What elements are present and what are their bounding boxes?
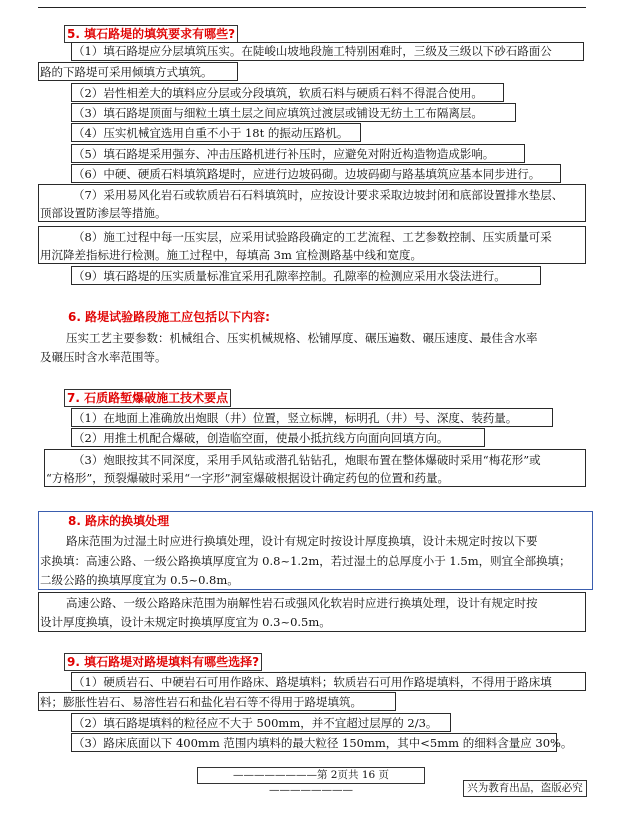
s5-item-8-line-2: 用沉降差指标进行检测。施工过程中，每填高 3m 宜检测路基中线和宽度。 [40,248,423,262]
s5-item-4: （4）压实机械宜选用自重不小于 18t 的振动压路机。 [73,126,349,140]
s5-item-5: （5）填石路堤采用强夯、冲击压路机进行补压时，应避免对附近构造物造成影响。 [73,147,495,161]
s8-p1-line-2: 求换填：高速公路、一级公路换填厚度宜为 0.8~1.2m，若过湿土的总厚度小于 1.5m，则宜全部换填； [40,554,571,568]
copyright-notice: 兴为教育出品，盗版必究 [463,780,587,797]
s8-p2-line-2: 设计厚度换填，设计未规定时换填厚度宜为 0.3~0.5m。 [40,615,331,629]
s9-item-3: （3）路床底面以下 400mm 范围内填料的最大粒径 150mm，其中<5mm 的细料含量应 30%。 [73,736,573,750]
s6-line-2: 及碾压时含水率范围等。 [40,350,167,364]
section-5-title: 5. 填石路堤的填筑要求有哪些? [64,25,238,43]
section-8-title: 8. 路床的换填处理 [68,514,170,528]
s7-item-3-line-1: （3）炮眼按其不同深度，采用手风钻或潜孔钻钻孔，炮眼布置在整体爆破时采用“梅花形”或 [73,453,541,467]
s9-item-2: （2）填石路堤填料的粒径应不大于 500mm，并不宜超过层厚的 2/3。 [73,716,438,730]
s8-p1-line-1: 路床范围为过湿土时应进行换填处理，设计有规定时按设计厚度换填，设计未规定时按以下要 [66,534,538,548]
s7-item-3-line-2: “方格形”，预裂爆破时采用“一字形”洞室爆破根据设计确定药包的位置和药量。 [46,471,450,485]
s9-item-1-line-2: 料；膨胀性岩石、易溶性岩石和盐化岩石等不得用于路堤填筑。 [40,695,362,709]
page-number: ————————第 2页共 16 页———————— [197,767,425,784]
s5-item-1-line-1: （1）填石路堤应分层填筑压实。在陡峻山坡地段施工特别困难时，三级及三级以下砂石路面公 [73,44,552,58]
s5-item-7-line-1: （7）采用易风化岩石或软质岩石石料填筑时，应按设计要求采取边坡封闭和底部设置排水垫层、 [73,188,564,202]
s9-item-1-line-1: （1）硬质岩石、中硬岩石可用作路床、路堤填料；软质岩石可用作路堤填料，不得用于路床填 [73,675,552,689]
s8-p1-line-3: 二级公路的换填厚度宜为 0.5~0.8m。 [40,573,239,587]
s5-item-3: （3）填石路堤顶面与细粒土填土层之间应填筑过渡层或铺设无纺土工布隔离层。 [73,106,483,120]
s8-p2-line-1: 高速公路、一级公路路床范围为崩解性岩石或强风化软岩时应进行换填处理，设计有规定时按 [66,596,538,610]
section-9-title: 9. 填石路堤对路堤填料有哪些选择? [64,653,262,671]
s5-item-1-line-2: 路的下路堤可采用倾填方式填筑。 [40,65,213,79]
s7-item-1: （1）在地面上准确放出炮眼（井）位置，竖立标牌，标明孔（井）号、深度、装药量。 [73,411,518,425]
s7-item-2: （2）用推土机配合爆破，创造临空面，使最小抵抗线方向面向回填方向。 [73,431,449,445]
s5-item-6: （6）中硬、硬质石料填筑路堤时，应进行边坡码砌。边坡码砌与路基填筑应基本同步进行。 [73,167,541,181]
s5-item-8-line-1: （8）施工过程中每一压实层，应采用试验路段确定的工艺流程、工艺参数控制、压实质量可采 [73,230,552,244]
section-6-title: 6. 路堤试验路段施工应包括以下内容: [68,310,270,324]
s6-line-1: 压实工艺主要参数：机械组合、压实机械规格、松铺厚度、碾压遍数、碾压速度、最佳含水率 [66,331,538,345]
s5-item-9: （9）填石路堤的压实质量标准宜采用孔隙率控制。孔隙率的检测应采用水袋法进行。 [73,269,506,283]
section-7-title: 7. 石质路堑爆破施工技术要点 [64,389,231,407]
top-rule [38,7,586,8]
s5-item-7-line-2: 顶部设置防渗层等措施。 [40,206,167,220]
s5-item-2: （2）岩性相差大的填料应分层或分段填筑，软质石料与硬质石料不得混合使用。 [73,86,483,100]
